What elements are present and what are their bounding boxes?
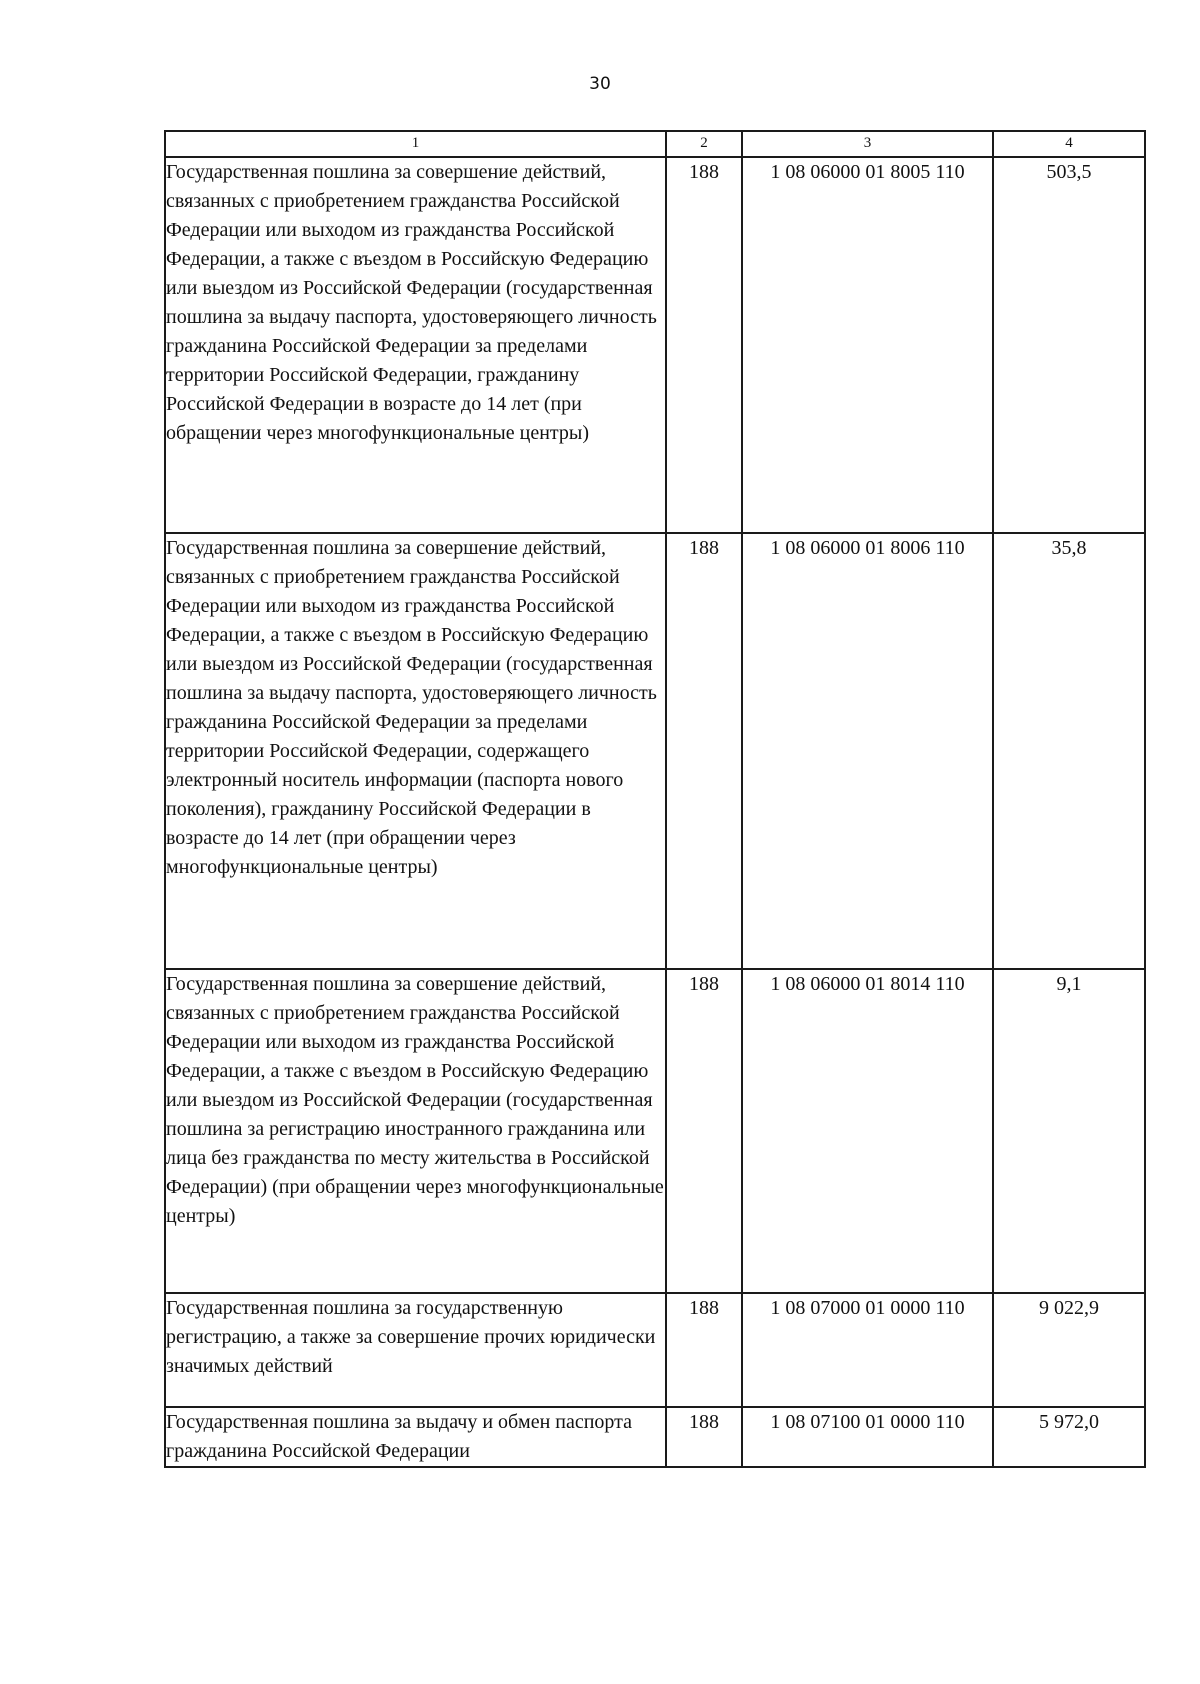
page-number: 30 <box>589 74 611 94</box>
revenue-name: Государственная пошлина за выдачу и обмен паспорта гражданина Российской Федерации <box>165 1407 666 1467</box>
administrator-code: 188 <box>666 1407 742 1467</box>
administrator-code: 188 <box>666 533 742 969</box>
table-row <box>165 1293 1145 1407</box>
column-number-row <box>165 131 1145 157</box>
revenue-name: Государственная пошлина за государственную регистрацию, а также за совершение прочих юридически значимых действий <box>165 1293 666 1407</box>
column-number-3: 3 <box>742 131 993 157</box>
amount: 35,8 <box>993 533 1145 969</box>
revenue-name: Государственная пошлина за совершение действий, связанных с приобретением гражданства Российской Федерации или выходом из гражданства Российской Федерации, а также с въездом в Российскую Федерацию или выездом из Российской Федерации (государственная пошлина за регистрацию иностранного гражданина или лица без гражданства по месту жительства в Российской Федерации) (при обращении через многофункциональные центры) <box>165 969 666 1293</box>
administrator-code: 188 <box>666 157 742 533</box>
budget-classification-code: 1 08 07000 01 0000 110 <box>742 1293 993 1407</box>
budget-classification-code: 1 08 07100 01 0000 110 <box>742 1407 993 1467</box>
amount: 503,5 <box>993 157 1145 533</box>
table-row <box>165 533 1145 969</box>
revenue-name: Государственная пошлина за совершение действий, связанных с приобретением гражданства Российской Федерации или выходом из гражданства Российской Федерации, а также с въездом в Российскую Федерацию или выездом из Российской Федерации (государственная пошлина за выдачу паспорта, удостоверяющего личность гражданина Российской Федерации за пределами территории Российской Федерации, гражданину Российской Федерации в возрасте до 14 лет (при обращении через многофункциональные центры) <box>165 157 666 533</box>
amount: 9,1 <box>993 969 1145 1293</box>
table-row <box>165 969 1145 1293</box>
administrator-code: 188 <box>666 969 742 1293</box>
amount: 9 022,9 <box>993 1293 1145 1407</box>
administrator-code: 188 <box>666 1293 742 1407</box>
amount: 5 972,0 <box>993 1407 1145 1467</box>
revenue-table <box>164 130 1146 1468</box>
table-row <box>165 1407 1145 1467</box>
column-number-2: 2 <box>666 131 742 157</box>
budget-classification-code: 1 08 06000 01 8006 110 <box>742 533 993 969</box>
column-number-4: 4 <box>993 131 1145 157</box>
budget-classification-code: 1 08 06000 01 8014 110 <box>742 969 993 1293</box>
budget-classification-code: 1 08 06000 01 8005 110 <box>742 157 993 533</box>
column-number-1: 1 <box>165 131 666 157</box>
revenue-name: Государственная пошлина за совершение действий, связанных с приобретением гражданства Российской Федерации или выходом из гражданства Российской Федерации, а также с въездом в Российскую Федерацию или выездом из Российской Федерации (государственная пошлина за выдачу паспорта, удостоверяющего личность гражданина Российской Федерации за пределами территории Российской Федерации, содержащего электронный носитель информации (паспорта нового поколения), гражданину Российской Федерации в возрасте до 14 лет (при обращении через многофункциональные центры) <box>165 533 666 969</box>
table-row <box>165 157 1145 533</box>
